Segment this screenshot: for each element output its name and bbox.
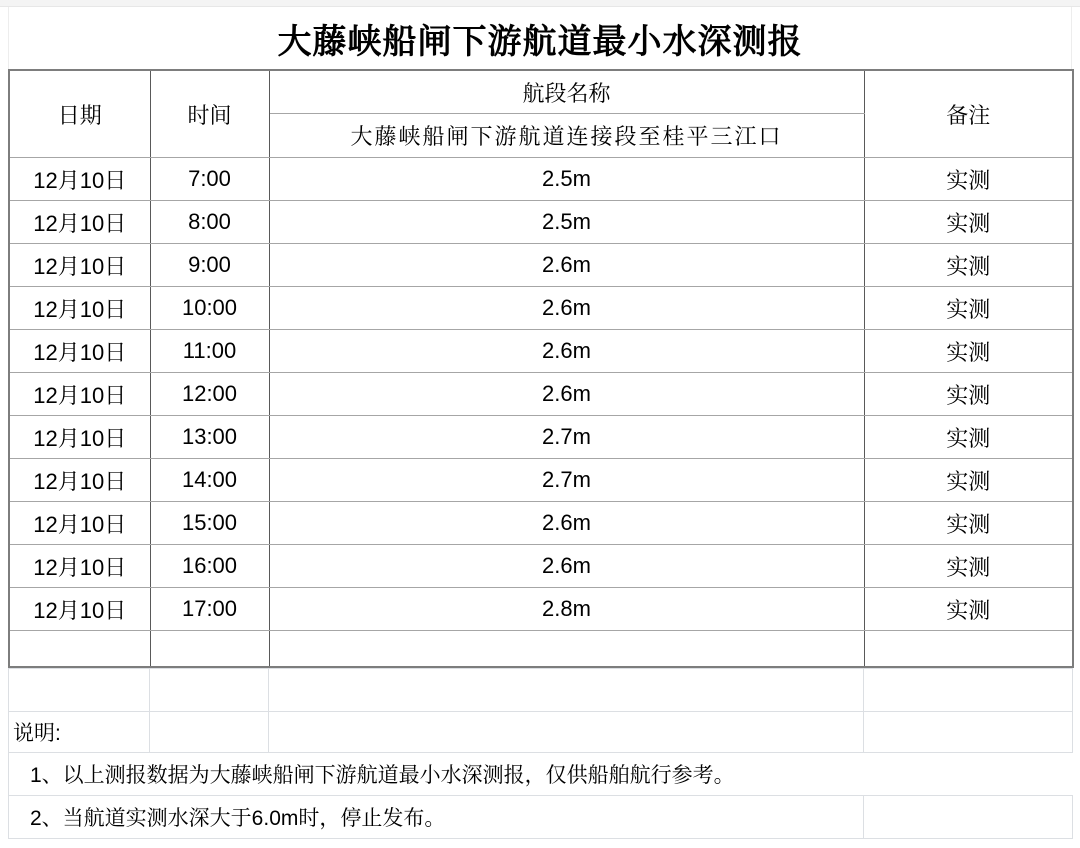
depth-cell: [269, 631, 864, 668]
header-section: 航段名称: [269, 70, 864, 114]
date-cell: [9, 631, 150, 668]
remark-cell: 实测: [864, 588, 1073, 631]
depth-cell: 2.6m: [269, 502, 864, 545]
time-cell: 15:00: [150, 502, 269, 545]
remark-cell: 实测: [864, 287, 1073, 330]
note-item-2: 2、当航道实测水深大于6.0m时，停止发布。: [9, 796, 864, 839]
time-cell: 11:00: [150, 330, 269, 373]
remark-cell: 实测: [864, 416, 1073, 459]
header-date: 日期: [9, 70, 150, 158]
empty-cell: [9, 669, 150, 712]
empty-cell: [864, 796, 1073, 839]
notes-label: 说明:: [9, 712, 150, 753]
page-title: 大藤峡船闸下游航道最小水深测报: [8, 7, 1072, 69]
time-cell: 14:00: [150, 459, 269, 502]
depth-cell: 2.6m: [269, 330, 864, 373]
remark-cell: 实测: [864, 201, 1073, 244]
date-cell: 12月10日: [9, 330, 150, 373]
table-row: [9, 373, 1073, 416]
table-row: [9, 287, 1073, 330]
remark-cell: 实测: [864, 244, 1073, 287]
time-cell: 12:00: [150, 373, 269, 416]
depth-cell: 2.7m: [269, 416, 864, 459]
remark-cell: 实测: [864, 330, 1073, 373]
date-cell: 12月10日: [9, 416, 150, 459]
time-cell: [150, 631, 269, 668]
remark-cell: [864, 631, 1073, 668]
notes-label-row: [9, 712, 1073, 753]
depth-cell: 2.7m: [269, 459, 864, 502]
header-row-1: [9, 70, 1073, 114]
date-cell: 12月10日: [9, 545, 150, 588]
date-cell: 12月10日: [9, 502, 150, 545]
time-cell: 16:00: [150, 545, 269, 588]
date-cell: 12月10日: [9, 373, 150, 416]
empty-cell: [864, 712, 1073, 753]
remark-cell: 实测: [864, 373, 1073, 416]
empty-cell: [269, 712, 864, 753]
date-cell: 12月10日: [9, 158, 150, 201]
date-cell: 12月10日: [9, 201, 150, 244]
spacer-row: [9, 669, 1073, 712]
time-cell: 10:00: [150, 287, 269, 330]
note-item-1: 1、以上测报数据为大藤峡船闸下游航道最小水深测报，仅供船舶航行参考。: [9, 753, 1073, 796]
time-cell: 7:00: [150, 158, 269, 201]
date-cell: 12月10日: [9, 588, 150, 631]
empty-cell: [864, 669, 1073, 712]
header-remark: 备注: [864, 70, 1073, 158]
empty-cell: [150, 669, 269, 712]
depth-cell: 2.8m: [269, 588, 864, 631]
header-section-route: 大藤峡船闸下游航道连接段至桂平三江口: [269, 114, 864, 158]
table-row: [9, 244, 1073, 287]
report-sheet: [8, 7, 1072, 839]
top-edge-strip: [0, 0, 1080, 7]
empty-table-row: [9, 631, 1073, 668]
table-row: [9, 545, 1073, 588]
table-row: [9, 459, 1073, 502]
table-row: [9, 158, 1073, 201]
depth-cell: 2.6m: [269, 373, 864, 416]
depth-cell: 2.6m: [269, 244, 864, 287]
note-row: [9, 753, 1073, 796]
depth-cell: 2.5m: [269, 201, 864, 244]
table-row: [9, 201, 1073, 244]
table-row: [9, 416, 1073, 459]
time-cell: 9:00: [150, 244, 269, 287]
table-row: [9, 502, 1073, 545]
remark-cell: 实测: [864, 545, 1073, 588]
date-cell: 12月10日: [9, 244, 150, 287]
date-cell: 12月10日: [9, 287, 150, 330]
time-cell: 13:00: [150, 416, 269, 459]
note-row: [9, 796, 1073, 839]
empty-cell: [269, 669, 864, 712]
remark-cell: 实测: [864, 502, 1073, 545]
empty-cell: [150, 712, 269, 753]
time-cell: 8:00: [150, 201, 269, 244]
date-cell: 12月10日: [9, 459, 150, 502]
depth-cell: 2.6m: [269, 545, 864, 588]
table-row: [9, 588, 1073, 631]
depth-cell: 2.6m: [269, 287, 864, 330]
time-cell: 17:00: [150, 588, 269, 631]
table-row: [9, 330, 1073, 373]
remark-cell: 实测: [864, 158, 1073, 201]
depth-report-table: [8, 69, 1074, 668]
remark-cell: 实测: [864, 459, 1073, 502]
depth-cell: 2.5m: [269, 158, 864, 201]
notes-grid: [8, 668, 1073, 839]
header-time: 时间: [150, 70, 269, 158]
